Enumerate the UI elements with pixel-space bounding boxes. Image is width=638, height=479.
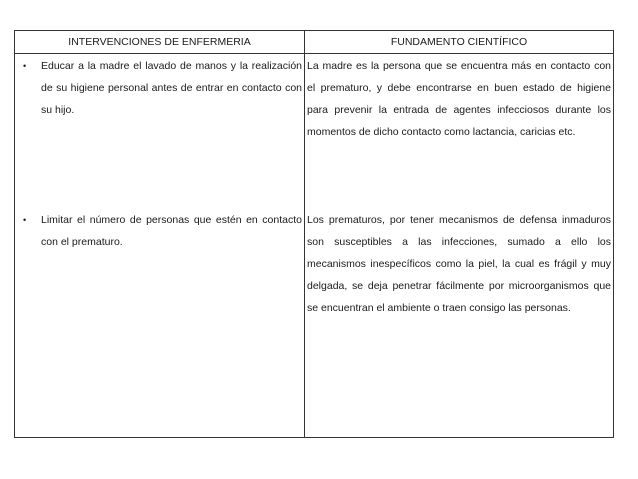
foundation-1-text: La madre es la persona que se encuentra más en contacto con el prematuro, y debe encontrarse en buen estado de higiene para prevenir la entrada de agentes infecciosos durante los momentos de dicho contacto como lactancia, caricias etc. bbox=[307, 60, 611, 138]
bullet-2: • bbox=[23, 215, 27, 225]
header-scientific-foundation: FUNDAMENTO CIENTÍFICO bbox=[390, 36, 528, 48]
header-interventions: INTERVENCIONES DE ENFERMERIA bbox=[68, 36, 251, 48]
intervention-1-text: Educar a la madre el lavado de manos y la realización de su higiene personal antes de entrar en contacto con su hijo. bbox=[41, 60, 302, 116]
foundation-2-text: Los prematuros, por tener mecanismos de defensa inmaduros son susceptibles a las infecciones, sumado a ello los mecanismos inespecíficos como la piel, la cual es frágil y muy delgada, se deja penetrar fácilmente por microorganismos que se encuentran el ambiente o traen consigo las personas. bbox=[307, 214, 611, 314]
table-header-row bbox=[15, 31, 613, 54]
intervention-2-text: Limitar el número de personas que estén en contacto con el prematuro. bbox=[41, 214, 302, 248]
interventions-table bbox=[14, 30, 614, 438]
column-divider bbox=[304, 31, 305, 437]
bullet-1: • bbox=[23, 61, 27, 71]
